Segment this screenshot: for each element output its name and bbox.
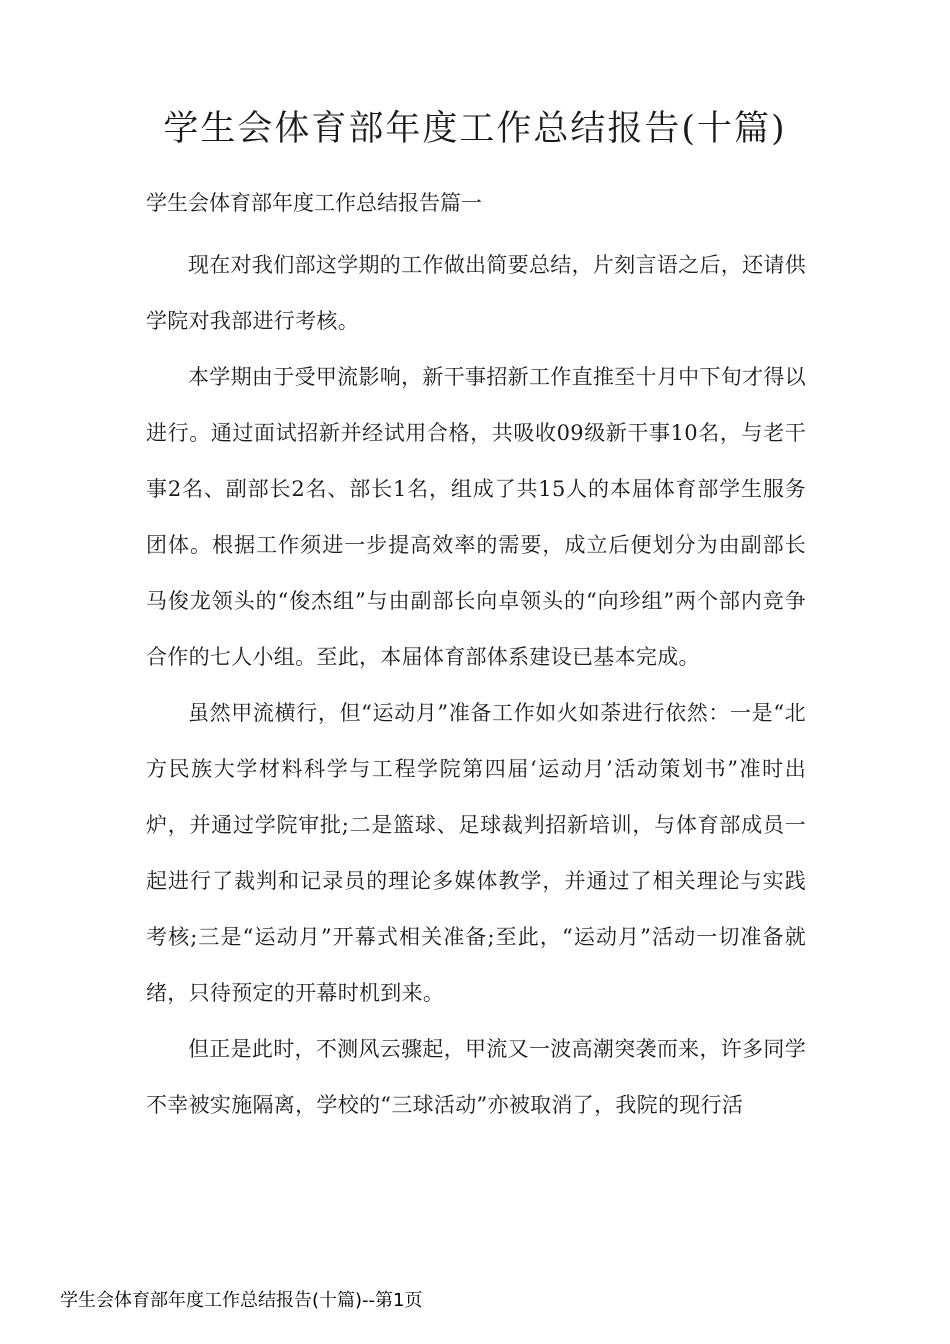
- document-body: [146, 237, 806, 1133]
- page-footer: 学生会体育部年度工作总结报告(十篇)--第1页: [60, 1290, 423, 1311]
- paragraph: 但正是此时，不测风云骤起，甲流又一波高潮突袭而来，许多同学不幸被实施隔离，学校的“三球活动”亦被取消了，我院的现行活: [146, 1037, 806, 1117]
- paragraph: 本学期由于受甲流影响，新干事招新工作直推至十月中下旬才得以进行。通过面试招新并经试用合格，共吸收09级新干事10名，与老干事2名、副部长2名、部长1名，组成了共15人的本届体育部学生服务团体。根据工作须进一步提高效率的需要，成立后便划分为由副部长马俊龙领头的“俊杰组”与由副部长向卓领头的“向珍组”两个部内竞争合作的七人小组。至此，本届体育部体系建设已基本完成。: [146, 365, 806, 669]
- paragraph: 现在对我们部这学期的工作做出简要总结，片刻言语之后，还请供学院对我部进行考核。: [146, 253, 806, 333]
- paragraph: 虽然甲流横行，但“运动月”准备工作如火如荼进行依然：一是“北方民族大学材料科学与工程学院第四届‘运动月’活动策划书”准时出炉，并通过学院审批;二是篮球、足球裁判招新培训，与体育部成员一起进行了裁判和记录员的理论多媒体教学，并通过了相关理论与实践考核;三是“运动月”开幕式相关准备;至此，“运动月”活动一切准备就绪，只待预定的开幕时机到来。: [146, 701, 806, 1005]
- section-heading: 学生会体育部年度工作总结报告篇一: [146, 191, 482, 215]
- document-title: 学生会体育部年度工作总结报告(十篇): [163, 109, 787, 149]
